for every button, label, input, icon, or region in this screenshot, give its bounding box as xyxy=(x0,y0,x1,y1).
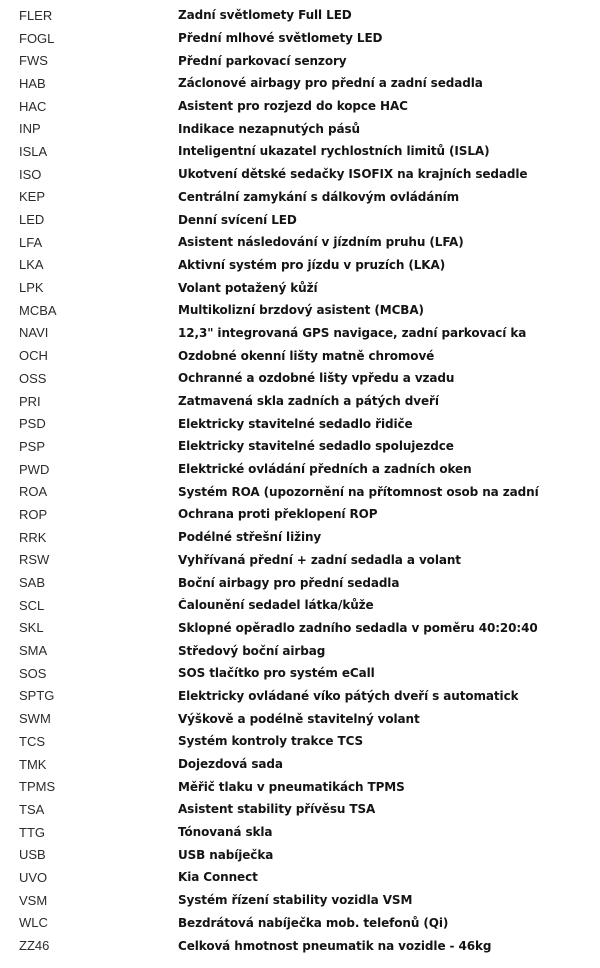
equipment-code: SPTG xyxy=(19,688,55,704)
equipment-description: Boční airbagy pro přední sedadla xyxy=(178,575,400,590)
equipment-code: TMK xyxy=(19,756,47,772)
equipment-row xyxy=(0,775,600,798)
equipment-code: WLC xyxy=(19,915,48,931)
equipment-code: UVO xyxy=(19,869,48,885)
equipment-row xyxy=(0,344,600,367)
equipment-description: Elektricky ovládané víko pátých dveří s automatick xyxy=(178,688,519,703)
equipment-row xyxy=(0,662,600,685)
equipment-code: PWD xyxy=(19,461,50,477)
equipment-description: Ochrana proti překlopení ROP xyxy=(178,507,378,522)
equipment-code: FLER xyxy=(19,7,53,23)
equipment-description: Měřič tlaku v pneumatikách TPMS xyxy=(178,779,405,794)
equipment-description: Asistent stability přívěsu TSA xyxy=(178,802,376,817)
equipment-description: Ochranné a ozdobné lišty vpředu a vzadu xyxy=(178,371,455,386)
equipment-row xyxy=(0,412,600,435)
equipment-code: LFA xyxy=(19,234,43,250)
equipment-description: Přední mlhové světlomety LED xyxy=(178,31,383,46)
equipment-row xyxy=(0,299,600,322)
equipment-code: SAB xyxy=(19,575,46,591)
equipment-code: ZZ46 xyxy=(19,938,50,954)
equipment-code: KEP xyxy=(19,189,46,205)
equipment-row xyxy=(0,685,600,708)
equipment-code: SCL xyxy=(19,597,45,613)
equipment-description: SOS tlačítko pro systém eCall xyxy=(178,666,375,681)
equipment-description: Elektricky stavitelné sedadlo spolujezdce xyxy=(178,439,454,454)
equipment-row xyxy=(0,480,600,503)
equipment-row xyxy=(0,254,600,277)
equipment-description: Dojezdová sada xyxy=(178,757,283,772)
equipment-row xyxy=(0,140,600,163)
equipment-code: FWS xyxy=(19,53,48,69)
equipment-description: Aktivní systém pro jízdu v pruzích (LKA) xyxy=(178,257,446,272)
equipment-code-list xyxy=(0,4,600,957)
equipment-description: Systém kontroly trakce TCS xyxy=(178,734,364,749)
equipment-row xyxy=(0,934,600,957)
equipment-code: INP xyxy=(19,121,41,137)
equipment-row xyxy=(0,639,600,662)
equipment-description: Elektrické ovládání předních a zadních oken xyxy=(178,462,472,477)
equipment-description: Čalounění sedadel látka/kůže xyxy=(178,598,374,613)
equipment-row xyxy=(0,821,600,844)
equipment-row xyxy=(0,503,600,526)
equipment-description: Sklopné opěradlo zadního sedadla v poměru 40:20:40 xyxy=(178,620,538,635)
equipment-description: Asistent následování v jízdním pruhu (LFA) xyxy=(178,235,464,250)
equipment-row xyxy=(0,866,600,889)
equipment-code: RRK xyxy=(19,529,47,545)
equipment-code: HAC xyxy=(19,98,47,114)
equipment-code: PSP xyxy=(19,438,46,454)
equipment-description: Zatmavená skla zadních a pátých dveří xyxy=(178,394,439,409)
equipment-description: Inteligentní ukazatel rychlostních limitů (ISLA) xyxy=(178,144,490,159)
equipment-row xyxy=(0,186,600,209)
equipment-description: Celková hmotnost pneumatik na vozidle - 46kg xyxy=(178,938,492,953)
equipment-description: Přední parkovací senzory xyxy=(178,53,347,68)
equipment-code: OCH xyxy=(19,348,48,364)
equipment-row xyxy=(0,753,600,776)
equipment-code: USB xyxy=(19,847,46,863)
equipment-row xyxy=(0,549,600,572)
equipment-description: Elektricky stavitelné sedadlo řidiče xyxy=(178,416,413,431)
equipment-code: VSM xyxy=(19,892,48,908)
equipment-code: ISLA xyxy=(19,143,48,159)
equipment-description: USB nabíječka xyxy=(178,847,274,862)
equipment-code: TSA xyxy=(19,801,45,817)
equipment-code: SMA xyxy=(19,643,48,659)
equipment-row xyxy=(0,798,600,821)
equipment-row xyxy=(0,435,600,458)
equipment-row xyxy=(0,889,600,912)
equipment-row xyxy=(0,49,600,72)
equipment-row xyxy=(0,912,600,935)
equipment-row xyxy=(0,843,600,866)
equipment-row xyxy=(0,367,600,390)
equipment-row xyxy=(0,117,600,140)
equipment-row xyxy=(0,458,600,481)
equipment-description: Záclonové airbagy pro přední a zadní sedadla xyxy=(178,76,483,91)
equipment-description: Středový boční airbag xyxy=(178,643,326,658)
equipment-description: Volant potažený kůží xyxy=(178,280,318,295)
equipment-row xyxy=(0,594,600,617)
equipment-description: Ozdobné okenní lišty matně chromové xyxy=(178,348,435,363)
equipment-code: OSS xyxy=(19,370,47,386)
equipment-description: Výškově a podélně stavitelný volant xyxy=(178,711,420,726)
equipment-row xyxy=(0,571,600,594)
equipment-code: HAB xyxy=(19,75,46,91)
equipment-row xyxy=(0,730,600,753)
equipment-code: SOS xyxy=(19,665,47,681)
equipment-description: Zadní světlomety Full LED xyxy=(178,8,352,23)
equipment-code: TCS xyxy=(19,733,45,749)
equipment-code: MCBA xyxy=(19,302,57,318)
equipment-row xyxy=(0,526,600,549)
equipment-description: 12,3" integrovaná GPS navigace, zadní parkovací ka xyxy=(178,325,527,340)
equipment-description: Ukotvení dětské sedačky ISOFIX na krajních sedadle xyxy=(178,167,528,182)
equipment-code: NAVI xyxy=(19,325,49,341)
equipment-description: Centrální zamykání s dálkovým ovládáním xyxy=(178,189,460,204)
equipment-code: TPMS xyxy=(19,779,56,795)
equipment-row xyxy=(0,95,600,118)
equipment-code: ROA xyxy=(19,484,48,500)
equipment-description: Asistent pro rozjezd do kopce HAC xyxy=(178,99,408,114)
equipment-description: Podélné střešní ližiny xyxy=(178,530,322,545)
equipment-row xyxy=(0,276,600,299)
equipment-row xyxy=(0,72,600,95)
equipment-row xyxy=(0,231,600,254)
equipment-row xyxy=(0,163,600,186)
equipment-code: ROP xyxy=(19,506,48,522)
equipment-code: LPK xyxy=(19,280,44,296)
equipment-code: SKL xyxy=(19,620,44,636)
equipment-code: RSW xyxy=(19,552,50,568)
equipment-code: PRI xyxy=(19,393,41,409)
equipment-description: Bezdrátová nabíječka mob. telefonů (Qi) xyxy=(178,915,449,930)
equipment-code: PSD xyxy=(19,416,46,432)
equipment-description: Systém řízení stability vozidla VSM xyxy=(178,893,413,908)
equipment-row xyxy=(0,617,600,640)
equipment-description: Indikace nezapnutých pásů xyxy=(178,121,360,136)
equipment-row xyxy=(0,27,600,50)
equipment-row xyxy=(0,4,600,27)
equipment-description: Vyhřívaná přední + zadní sedadla a volant xyxy=(178,552,461,567)
equipment-description: Multikolizní brzdový asistent (MCBA) xyxy=(178,303,424,318)
equipment-code: LED xyxy=(19,212,45,228)
equipment-row xyxy=(0,208,600,231)
equipment-code: LKA xyxy=(19,257,44,273)
equipment-description: Tónovaná skla xyxy=(178,825,273,840)
equipment-row xyxy=(0,390,600,413)
equipment-code: ISO xyxy=(19,166,42,182)
equipment-description: Denní svícení LED xyxy=(178,212,297,227)
equipment-code: TTG xyxy=(19,824,45,840)
equipment-row xyxy=(0,707,600,730)
equipment-description: Kia Connect xyxy=(178,870,258,885)
equipment-code: FOGL xyxy=(19,30,55,46)
equipment-description: Systém ROA (upozornění na přítomnost osob na zadní xyxy=(178,484,539,499)
equipment-row xyxy=(0,322,600,345)
equipment-code: SWM xyxy=(19,711,51,727)
